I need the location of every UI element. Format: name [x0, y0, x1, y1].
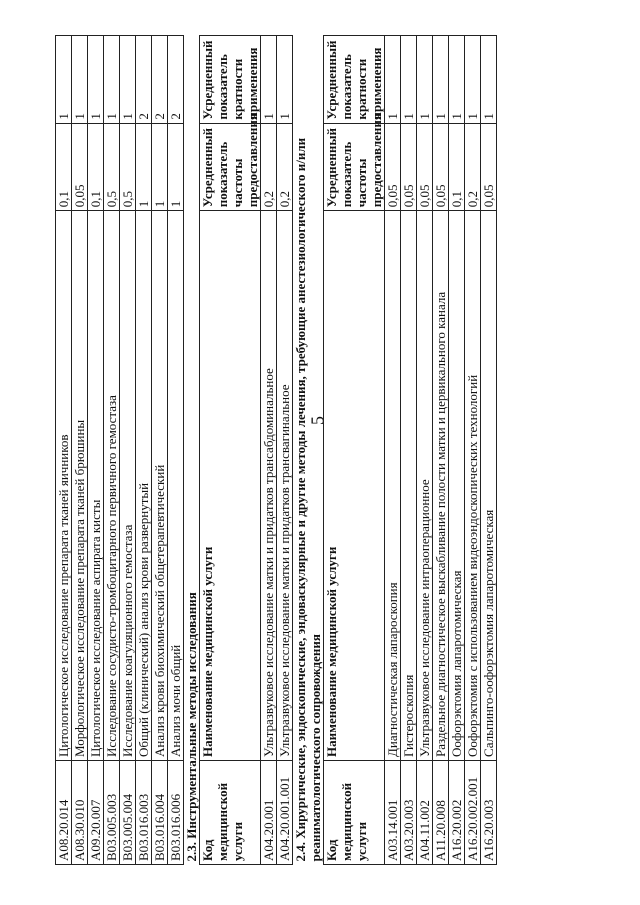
- frequency-value: 1: [136, 123, 152, 211]
- multiplicity-value: 1: [56, 36, 72, 124]
- service-code: A16.20.003: [481, 760, 497, 864]
- header-code: Код медицинской услуги: [200, 760, 261, 864]
- frequency-value: 0,2: [277, 123, 293, 211]
- frequency-value: 1: [152, 123, 168, 211]
- service-name: Цитологическое исследование аспирата кисты: [88, 211, 104, 761]
- services-table: [55, 35, 497, 865]
- header-multiplicity: Усредненный показатель кратности применения: [324, 36, 385, 124]
- service-code: A08.30.010: [72, 760, 88, 864]
- multiplicity-value: 1: [449, 36, 465, 124]
- service-name: Общий (клинический) анализ крови развернутый: [136, 211, 152, 761]
- service-code: B03.016.004: [152, 760, 168, 864]
- header-frequency: Усредненный показатель частоты предоставления: [324, 123, 385, 211]
- service-code: A04.20.001: [261, 760, 277, 864]
- frequency-value: 0,5: [104, 123, 120, 211]
- service-code: A16.20.002: [449, 760, 465, 864]
- service-name: Оофорэктомия с использованием видеоэндоскопических технологий: [465, 211, 481, 761]
- service-code: A08.20.014: [56, 760, 72, 864]
- service-name: Сальпинго-оофорэктомия лапаротомическая: [481, 211, 497, 761]
- table-row: [136, 36, 152, 865]
- service-code: B03.016.003: [136, 760, 152, 864]
- table-row: [72, 36, 88, 865]
- frequency-value: 0,2: [465, 123, 481, 211]
- table-row: [104, 36, 120, 865]
- table-row: [152, 36, 168, 865]
- frequency-value: 0,1: [88, 123, 104, 211]
- service-name: Анализ мочи общий: [168, 211, 184, 761]
- section-title-surgical: 2.4. Хирургические, эндоскопические, эндоваскулярные и другие методы лечения, требующие анестезиологического и/или реаниматологического сопровождения: [293, 36, 324, 865]
- section-title-row: [293, 36, 324, 865]
- table-row: [401, 36, 417, 865]
- service-name: Цитологическое исследование препарата тканей яичников: [56, 211, 72, 761]
- service-code: A03.14.001: [385, 760, 401, 864]
- section-title-instrumental: 2.3. Инструментальные методы исследования: [184, 36, 200, 865]
- rotated-page-content: [55, 35, 615, 865]
- header-name: Наименование медицинской услуги: [200, 211, 261, 761]
- multiplicity-value: 2: [136, 36, 152, 124]
- multiplicity-value: 1: [88, 36, 104, 124]
- service-code: B03.005.003: [104, 760, 120, 864]
- table-row: [56, 36, 72, 865]
- multiplicity-value: 1: [433, 36, 449, 124]
- multiplicity-value: 2: [168, 36, 184, 124]
- table-row: [481, 36, 497, 865]
- service-name: Морфологическое исследование препарата тканей брюшины: [72, 211, 88, 761]
- service-name: Исследование сосудисто-тромбоцитарного первичного гемостаза: [104, 211, 120, 761]
- multiplicity-value: 2: [152, 36, 168, 124]
- service-code: A11.20.008: [433, 760, 449, 864]
- multiplicity-value: 1: [104, 36, 120, 124]
- multiplicity-value: 1: [481, 36, 497, 124]
- service-code: A03.20.003: [401, 760, 417, 864]
- service-name: Диагностическая лапароскопия: [385, 211, 401, 761]
- table-row: [120, 36, 136, 865]
- service-name: Исследование коагуляционного гемостаза: [120, 211, 136, 761]
- service-code: A16.20.002.001: [465, 760, 481, 864]
- multiplicity-value: 1: [401, 36, 417, 124]
- service-name: Ультразвуковое исследование матки и придатков трансвагинальное: [277, 211, 293, 761]
- multiplicity-value: 1: [72, 36, 88, 124]
- page-number: 5: [307, 416, 328, 425]
- table-row: [433, 36, 449, 865]
- service-name: Ультразвуковое исследование матки и придатков трансабдоминальное: [261, 211, 277, 761]
- multiplicity-value: 1: [120, 36, 136, 124]
- table-header-row: [200, 36, 261, 865]
- header-name: Наименование медицинской услуги: [324, 211, 385, 761]
- frequency-value: 0,05: [417, 123, 433, 211]
- frequency-value: 0,5: [120, 123, 136, 211]
- table-row: [385, 36, 401, 865]
- service-code: A04.11.002: [417, 760, 433, 864]
- table-header-row: [324, 36, 385, 865]
- service-code: B03.016.006: [168, 760, 184, 864]
- service-code: B03.005.004: [120, 760, 136, 864]
- frequency-value: 1: [168, 123, 184, 211]
- frequency-value: 0,05: [72, 123, 88, 211]
- service-name: Анализ крови биохимический общетерапевтический: [152, 211, 168, 761]
- service-code: A09.20.007: [88, 760, 104, 864]
- service-name: Ультразвуковое исследование интраоперационное: [417, 211, 433, 761]
- table-row: [168, 36, 184, 865]
- table-row: [261, 36, 277, 865]
- frequency-value: 0,05: [433, 123, 449, 211]
- service-name: Оофорэктомия лапаротомическая: [449, 211, 465, 761]
- multiplicity-value: 1: [277, 36, 293, 124]
- multiplicity-value: 1: [385, 36, 401, 124]
- table-row: [277, 36, 293, 865]
- service-name: Раздельное диагностическое выскабливание полости матки и цервикального канала: [433, 211, 449, 761]
- header-multiplicity: Усредненный показатель кратности применения: [200, 36, 261, 124]
- frequency-value: 0,05: [481, 123, 497, 211]
- frequency-value: 0,2: [261, 123, 277, 211]
- table-row: [449, 36, 465, 865]
- frequency-value: 0,1: [56, 123, 72, 211]
- multiplicity-value: 1: [465, 36, 481, 124]
- header-frequency: Усредненный показатель частоты предоставления: [200, 123, 261, 211]
- frequency-value: 0,05: [385, 123, 401, 211]
- table-row: [88, 36, 104, 865]
- section-title-row: [184, 36, 200, 865]
- header-code: Код медицинской услуги: [324, 760, 385, 864]
- service-name: Гистероскопия: [401, 211, 417, 761]
- table-row: [417, 36, 433, 865]
- multiplicity-value: 1: [261, 36, 277, 124]
- table-row: [465, 36, 481, 865]
- frequency-value: 0,1: [449, 123, 465, 211]
- service-code: A04.20.001.001: [277, 760, 293, 864]
- multiplicity-value: 1: [417, 36, 433, 124]
- frequency-value: 0,05: [401, 123, 417, 211]
